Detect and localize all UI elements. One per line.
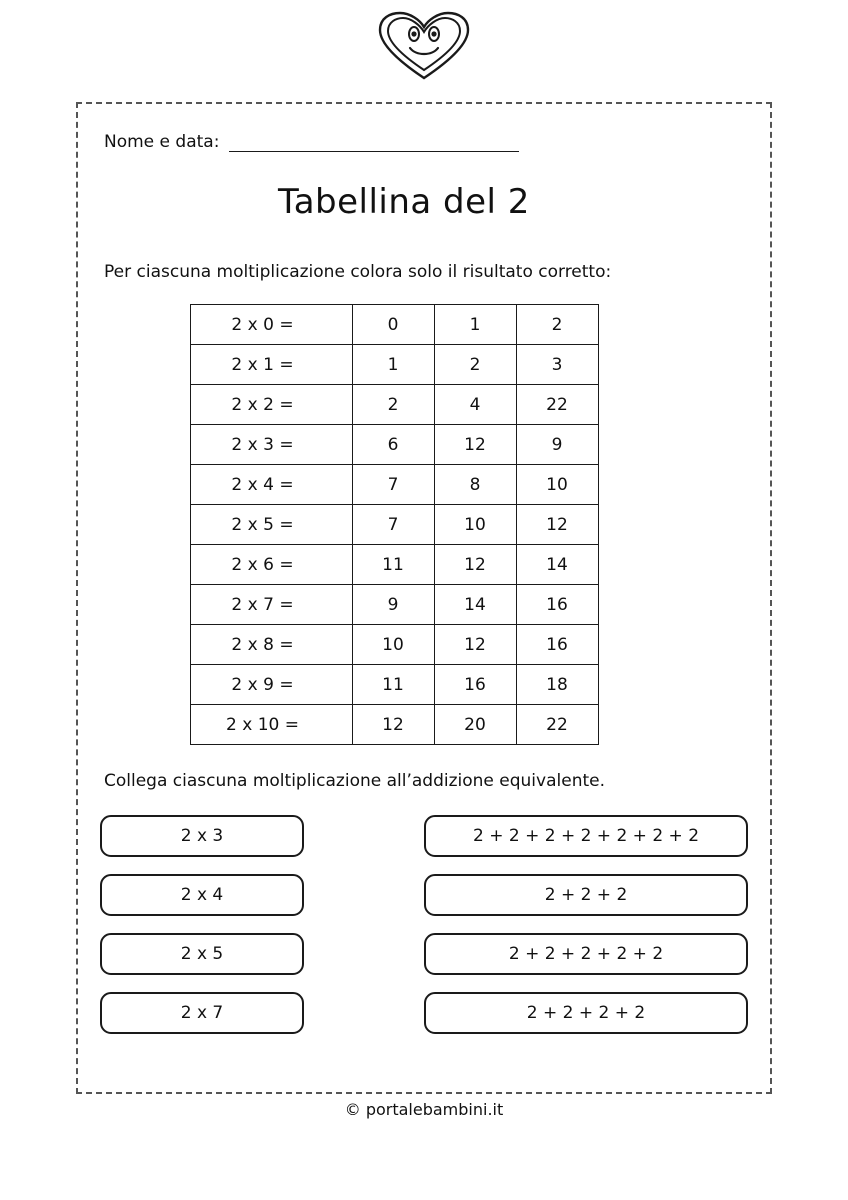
logo [0,0,848,80]
multiplication-table [190,304,599,745]
addition-pill[interactable]: 2 + 2 + 2 + 2 + 2 + 2 + 2 [424,815,748,857]
table-row [190,665,598,705]
option-cell[interactable]: 11 [352,545,434,585]
option-cell[interactable]: 14 [516,545,598,585]
instruction-coloring: Per ciascuna moltiplicazione colora solo il risultato corretto: [104,262,612,282]
option-cell[interactable]: 9 [516,425,598,465]
table-row [190,345,598,385]
multiplication-pill[interactable]: 2 x 4 [100,874,304,916]
option-cell[interactable]: 12 [434,625,516,665]
option-cell[interactable]: 1 [434,305,516,345]
option-cell[interactable]: 1 [352,345,434,385]
option-cell[interactable]: 3 [516,345,598,385]
option-cell[interactable]: 2 [352,385,434,425]
option-cell[interactable]: 6 [352,425,434,465]
option-cell[interactable]: 10 [352,625,434,665]
table-row [190,425,598,465]
addition-pill[interactable]: 2 + 2 + 2 + 2 [424,992,748,1034]
addition-pill[interactable]: 2 + 2 + 2 + 2 + 2 [424,933,748,975]
option-cell[interactable]: 16 [516,585,598,625]
table-row [190,705,598,745]
multiplication-pill[interactable]: 2 x 3 [100,815,304,857]
option-cell[interactable]: 12 [434,425,516,465]
option-cell[interactable]: 2 [434,345,516,385]
option-cell[interactable]: 11 [352,665,434,705]
table-row [190,385,598,425]
option-cell[interactable]: 9 [352,585,434,625]
name-and-date-row [78,104,770,152]
table-row [190,545,598,585]
heart-smiley-icon [374,10,474,82]
matching-right-column [424,815,748,1034]
question-cell: 2 x 0 = [190,305,352,345]
multiplication-table-wrapper [78,304,710,745]
option-cell[interactable]: 20 [434,705,516,745]
multiplication-pill[interactable]: 2 x 5 [100,933,304,975]
option-cell[interactable]: 0 [352,305,434,345]
table-row [190,465,598,505]
option-cell[interactable]: 18 [516,665,598,705]
option-cell[interactable]: 16 [434,665,516,705]
option-cell[interactable]: 4 [434,385,516,425]
matching-left-column [100,815,304,1034]
question-cell: 2 x 5 = [190,505,352,545]
option-cell[interactable]: 12 [352,705,434,745]
question-cell: 2 x 7 = [190,585,352,625]
option-cell[interactable]: 14 [434,585,516,625]
footer-credit: © portalebambini.it [344,1100,504,1119]
option-cell[interactable]: 12 [516,505,598,545]
question-cell: 2 x 10 = [190,705,352,745]
matching-section [78,815,770,1034]
name-and-date-label: Nome e data: [104,132,220,152]
table-row [190,305,598,345]
question-cell: 2 x 1 = [190,345,352,385]
worksheet-frame [76,102,772,1094]
option-cell[interactable]: 2 [516,305,598,345]
page-title: Tabellina del 2 [278,182,530,222]
option-cell[interactable]: 10 [516,465,598,505]
option-cell[interactable]: 16 [516,625,598,665]
question-cell: 2 x 4 = [190,465,352,505]
question-cell: 2 x 2 = [190,385,352,425]
question-cell: 2 x 6 = [190,545,352,585]
option-cell[interactable]: 22 [516,385,598,425]
instruction-matching: Collega ciascuna moltiplicazione all’addizione equivalente. [104,771,605,791]
multiplication-pill[interactable]: 2 x 7 [100,992,304,1034]
option-cell[interactable]: 10 [434,505,516,545]
option-cell[interactable]: 22 [516,705,598,745]
name-and-date-write-line[interactable] [229,137,519,152]
question-cell: 2 x 9 = [190,665,352,705]
option-cell[interactable]: 8 [434,465,516,505]
table-row [190,625,598,665]
question-cell: 2 x 3 = [190,425,352,465]
addition-pill[interactable]: 2 + 2 + 2 [424,874,748,916]
option-cell[interactable]: 7 [352,465,434,505]
table-row [190,585,598,625]
question-cell: 2 x 8 = [190,625,352,665]
option-cell[interactable]: 7 [352,505,434,545]
option-cell[interactable]: 12 [434,545,516,585]
table-row [190,505,598,545]
